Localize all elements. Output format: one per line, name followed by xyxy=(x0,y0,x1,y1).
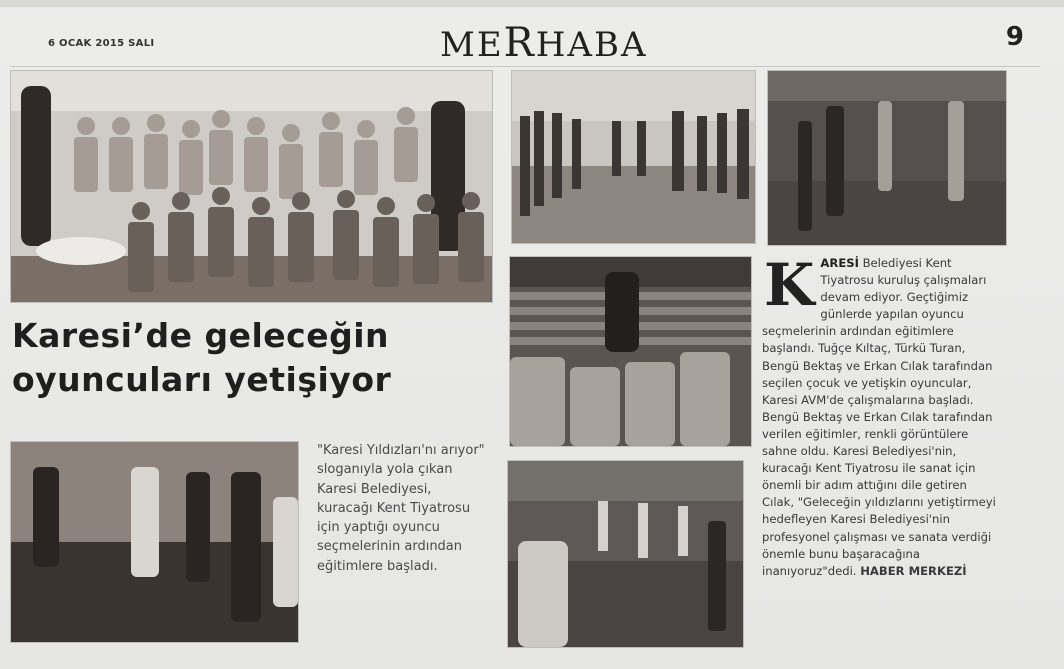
masthead-part-1: ME xyxy=(440,25,504,65)
hall-exercise-photo xyxy=(767,70,1007,246)
group-photo xyxy=(10,70,493,303)
issue-date: 6 OCAK 2015 SALI xyxy=(48,38,155,49)
headline-line-1: Karesi’de geleceğin xyxy=(12,316,390,355)
auditorium-seated-photo xyxy=(509,256,752,447)
masthead-part-3: HABA xyxy=(535,25,648,65)
masthead-logo xyxy=(440,20,648,66)
page-number: 9 xyxy=(1005,22,1024,52)
children-standing-photo xyxy=(10,441,299,643)
article-lead-word: ARESİ xyxy=(820,256,859,270)
top-edge-strip xyxy=(0,0,1064,7)
article-text: Belediyesi Kent Tiyatrosu kuruluş çalışmaları devam ediyor. Geçtiğimiz günlerde yapılan oyuncu seçmelerinin ardından eğitimlere başlandı. Tuğçe Kıltaç, Türkü Turan, Bengü Bektaş ve Erkan Cılak tarafından seçilen çocuk ve yetişkin oyuncular, Karesi AVM'de çalışmalarına başladı. Bengü Bektaş ve Erkan Cılak tarafından verilen eğitimler, renkli görüntülere sahne oldu. Karesi Belediyesi'nin, kuracağı Kent Tiyatrosu ile sanat için önemli bir adım attığını dile getiren Cılak, "Geleceğin yıldızlarını yetiştirmeyi hedefleyen Karesi Belediyesi'nin profesyonel çalışması ve sanata verdiği önemle bunu başaracağına inanıyoruz"dedi. xyxy=(762,256,996,578)
stage-practice-photo xyxy=(507,460,744,648)
article-headline xyxy=(12,314,502,402)
caption-text: "Karesi Yıldızları'nı arıyor" sloganıyla yola çıkan Karesi Belediyesi, kuracağı Kent Tiyatrosu için yaptığı oyuncu seçmelerinin ardından eğitimlere başladı. xyxy=(317,443,485,574)
masthead-part-2: R xyxy=(503,20,536,66)
rehearsal-circle-photo xyxy=(511,70,756,244)
article-signature: HABER MERKEZİ xyxy=(860,563,967,578)
headline-line-2: oyuncuları yetişiyor xyxy=(12,360,392,399)
header-divider xyxy=(10,66,1040,67)
drop-cap: K xyxy=(764,251,815,319)
photo-caption xyxy=(317,441,487,576)
article-body xyxy=(762,251,998,580)
